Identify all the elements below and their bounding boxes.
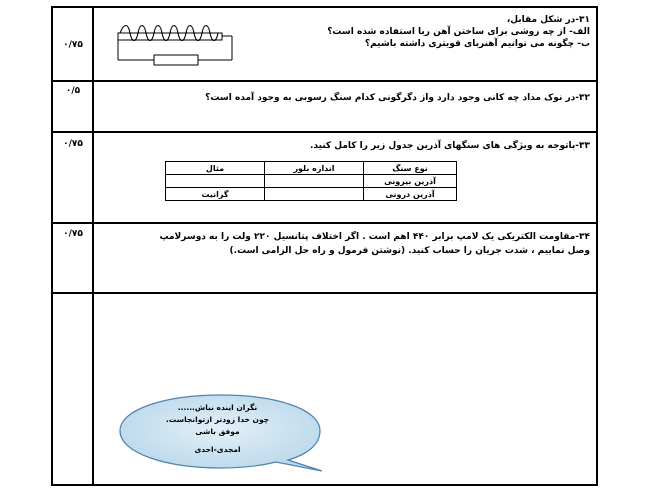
score-q32: ۰/۵ (65, 86, 81, 96)
question-31-title: ۳۱-در شکل مقابل، (506, 15, 590, 25)
table-header-crystal-size: اندازه بلور (265, 162, 364, 175)
bubble-line-4: امجدی-احدی (194, 445, 241, 454)
igneous-rocks-table (165, 161, 457, 201)
table-header-example: مثال (166, 162, 265, 175)
question-32: ۳۲-در نوک مداد چه کانی وجود دارد واز دگرگونی کدام سنگ رسوبی به وجود آمده است؟ (205, 93, 590, 103)
question-34-line-1: ۳۴-مقاومت الکتریکی یک لامپ برابر ۴۴۰ اهم است . اگر اختلاف پتانسیل ۲۲۰ ولت را به دوسرلامپ (159, 232, 590, 242)
bubble-line-1: نگران اینده نباش...... (177, 403, 258, 412)
bubble-line-2: چون خدا زودتر ازتوانجاست. (165, 415, 270, 424)
table-header-rock-type: نوع سنگ (364, 162, 457, 175)
table-cell (265, 175, 364, 188)
table-cell (166, 175, 265, 188)
table-header-row (166, 162, 457, 175)
question-34-line-2: وصل نماییم ، شدت جریان را حساب کنید. (نوشتن فرمول و راه حل الزامی است.) (229, 246, 590, 256)
score-column-divider (92, 6, 94, 486)
score-q31: ۰/۷۵ (63, 40, 83, 50)
table-cell: آذرین درونی (364, 188, 457, 201)
table-cell (265, 188, 364, 201)
score-q34: ۰/۷۵ (63, 229, 83, 239)
row-divider (51, 292, 598, 294)
table-row (166, 175, 457, 188)
table-cell: گرانیت (166, 188, 265, 201)
question-34 (159, 230, 590, 258)
row-divider (51, 131, 598, 133)
question-31 (327, 14, 590, 50)
electromagnet-figure (112, 24, 238, 72)
row-divider (51, 222, 598, 224)
bubble-line-3: موفق باشی (195, 427, 240, 436)
score-q33: ۰/۷۵ (63, 139, 83, 149)
question-31-part-a: الف- از چه روشی برای ساختن آهن ربا استفاده شده است؟ (327, 27, 590, 37)
question-31-part-b: ب- چگونه می توانیم آهنربای قویتری داشته باشیم؟ (364, 39, 590, 49)
table-cell: آذرین بیرونی (364, 175, 457, 188)
table-row (166, 188, 457, 201)
question-33: ۳۳-باتوجه به ویژگی های سنگهای آذرین جدول زیر را کامل کنید. (309, 141, 590, 151)
row-divider (51, 80, 598, 82)
bubble-message (140, 402, 295, 456)
